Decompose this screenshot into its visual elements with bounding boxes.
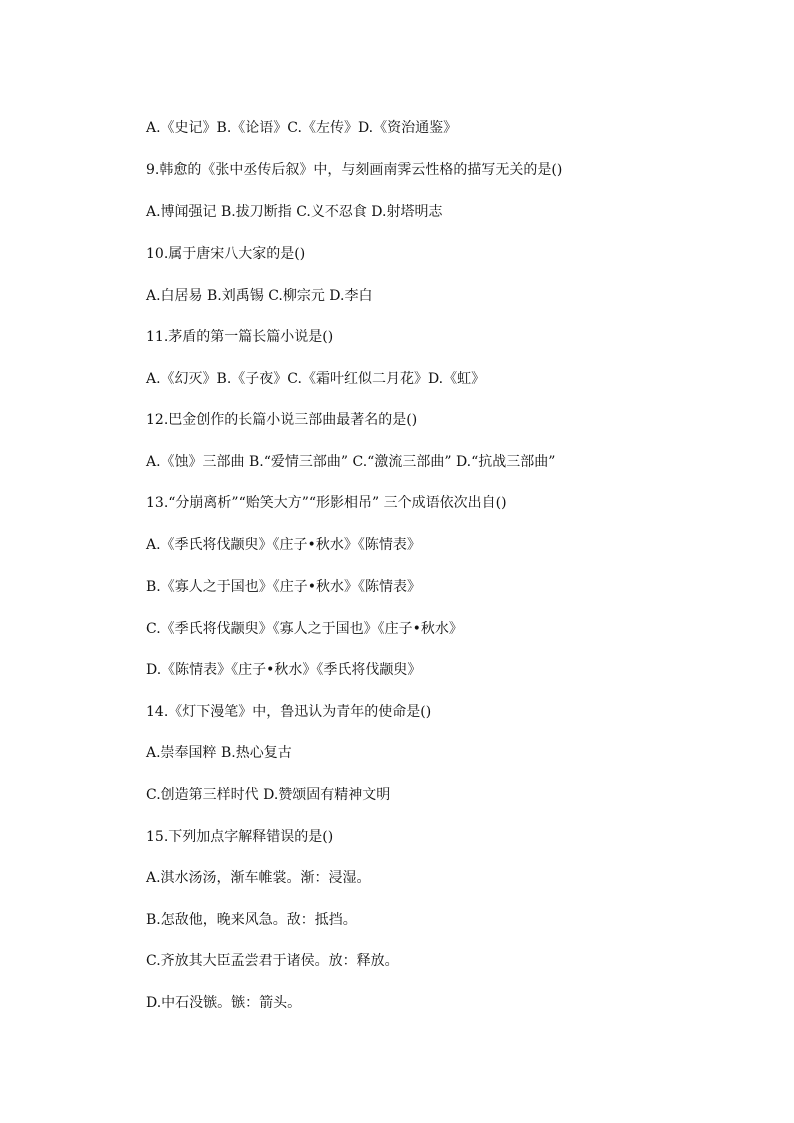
answer-option-q15-b: B.怎敌他，晚来风急。敌：抵挡。 xyxy=(146,912,357,928)
question-15: 15.下列加点字解释错误的是() xyxy=(146,829,334,845)
question-10: 10.属于唐宋八大家的是() xyxy=(146,246,306,262)
answer-option-q13-a: A.《季氏将伐颛臾》《庄子•秋水》《陈情表》 xyxy=(146,537,421,553)
answer-options-q9: A.博闻强记 B.拔刀断指 C.义不忍食 D.射塔明志 xyxy=(146,204,443,220)
question-13: 13.“分崩离析”“贻笑大方”“形影相吊” 三个成语依次出自() xyxy=(146,495,507,511)
question-11: 11.茅盾的第一篇长篇小说是() xyxy=(146,329,334,345)
answer-option-q13-c: C.《季氏将伐颛臾》《寡人之于国也》《庄子•秋水》 xyxy=(146,621,463,637)
question-9: 9.韩愈的《张中丞传后叙》中，与刻画南霁云性格的描写无关的是() xyxy=(146,162,563,178)
answer-options-q12: A.《蚀》三部曲 B.“爱情三部曲” C.“激流三部曲” D.“抗战三部曲” xyxy=(146,454,556,470)
answer-options-q14-cd: C.创造第三样时代 D.赞颂固有精神文明 xyxy=(146,787,391,803)
answer-option-q15-c: C.齐放其大臣孟尝君于诸侯。放：释放。 xyxy=(146,953,399,969)
answer-options-q8: A.《史记》B.《论语》C.《左传》D.《资治通鉴》 xyxy=(146,120,458,136)
question-12: 12.巴金创作的长篇小说三部曲最著名的是() xyxy=(146,412,418,428)
answer-options-q11: A.《幻灭》B.《子夜》C.《霜叶红似二月花》D.《虹》 xyxy=(146,371,486,387)
answer-option-q13-b: B.《寡人之于国也》《庄子•秋水》《陈情表》 xyxy=(146,579,421,595)
answer-option-q15-d: D.中石没镞。镞：箭头。 xyxy=(146,995,302,1011)
question-14: 14.《灯下漫笔》中，鲁迅认为青年的使命是() xyxy=(146,704,432,720)
answer-options-q14-ab: A.崇奉国粹 B.热心复古 xyxy=(146,745,292,761)
answer-options-q10: A.白居易 B.刘禹锡 C.柳宗元 D.李白 xyxy=(146,288,373,304)
answer-option-q13-d: D.《陈情表》《庄子•秋水》《季氏将伐颛臾》 xyxy=(146,662,422,678)
answer-option-q15-a: A.淇水汤汤，渐车帷裳。渐：浸湿。 xyxy=(146,870,371,886)
